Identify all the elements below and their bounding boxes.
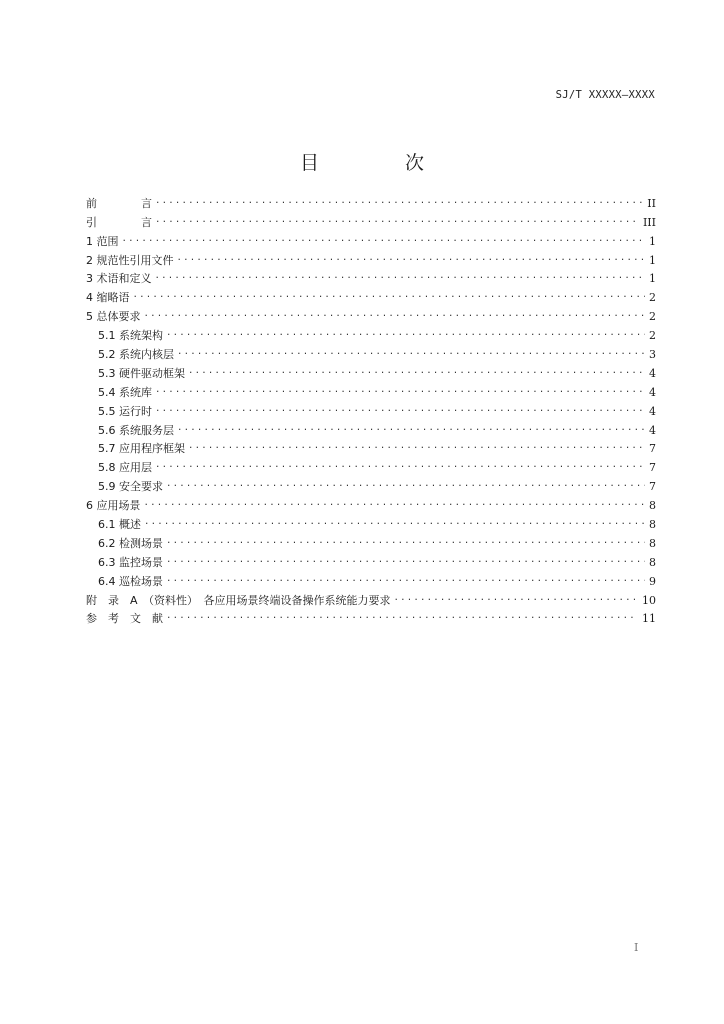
toc-leader-dots: [122, 235, 646, 246]
toc-entry-label: 5.4 系统库: [98, 385, 152, 399]
document-code: SJ/T XXXXX—XXXX: [555, 89, 655, 101]
toc-entry-page: 8: [649, 499, 656, 513]
toc-entry-label: 5.3 硬件驱动框架: [98, 366, 185, 380]
toc-entry[interactable]: [86, 400, 656, 419]
toc-leader-dots: [166, 537, 645, 548]
toc-entry-label: 5.1 系统架构: [98, 329, 163, 343]
toc-leader-dots: [155, 272, 646, 283]
toc-entry[interactable]: [86, 456, 656, 475]
toc-entry-page: 10: [642, 593, 656, 607]
toc-entry-label: 5.8 应用层: [98, 461, 152, 475]
toc-entry[interactable]: [86, 551, 656, 570]
toc-entry-page: 2: [649, 291, 656, 305]
toc-entry-page: 9: [649, 574, 656, 588]
page-title: 目 次: [299, 152, 465, 174]
toc-entry-label: 5.2 系统内核层: [98, 348, 174, 362]
toc-entry-label: 4 缩略语: [86, 291, 130, 305]
toc-entry-label: 5.9 安全要求: [98, 480, 163, 494]
table-of-contents: [86, 192, 656, 626]
toc-entry-page: 8: [649, 536, 656, 550]
toc-entry-page: II: [647, 196, 656, 210]
toc-entry-label: 参 考 文 献: [86, 612, 163, 626]
toc-leader-dots: [144, 310, 646, 321]
toc-leader-dots: [155, 216, 639, 227]
toc-leader-dots: [144, 518, 645, 529]
toc-entry-label: 6.3 监控场景: [98, 555, 163, 569]
toc-entry-label: 5 总体要求: [86, 310, 141, 324]
toc-entry[interactable]: [86, 362, 656, 381]
toc-entry[interactable]: [86, 608, 656, 627]
toc-entry-page: 8: [649, 518, 656, 532]
toc-entry-label: 2 规范性引用文件: [86, 253, 174, 267]
toc-entry-page: 7: [649, 461, 656, 475]
toc-entry[interactable]: [86, 513, 656, 532]
toc-entry-page: 2: [649, 310, 656, 324]
toc-entry[interactable]: [86, 343, 656, 362]
toc-leader-dots: [177, 424, 645, 435]
toc-entry-page: III: [642, 215, 656, 229]
toc-leader-dots: [155, 405, 645, 416]
toc-entry-label: 5.7 应用程序框架: [98, 442, 185, 456]
toc-leader-dots: [133, 291, 646, 302]
toc-leader-dots: [155, 386, 645, 397]
toc-leader-dots: [166, 612, 638, 623]
toc-entry-page: 1: [649, 272, 656, 286]
toc-leader-dots: [177, 254, 646, 265]
toc-leader-dots: [144, 499, 646, 510]
toc-entry-page: 1: [649, 234, 656, 248]
toc-entry-page: 7: [649, 442, 656, 456]
toc-entry-page: 3: [649, 348, 656, 362]
toc-entry[interactable]: [86, 192, 656, 211]
toc-entry[interactable]: [86, 570, 656, 589]
toc-leader-dots: [166, 575, 645, 586]
toc-entry-label: 5.6 系统服务层: [98, 423, 174, 437]
toc-entry[interactable]: [86, 324, 656, 343]
toc-entry-label: 6 应用场景: [86, 499, 141, 513]
toc-entry-page: 4: [649, 366, 656, 380]
toc-entry[interactable]: [86, 494, 656, 513]
toc-entry[interactable]: [86, 211, 656, 230]
toc-leader-dots: [177, 348, 645, 359]
toc-entry-label: 附 录 A （资料性） 各应用场景终端设备操作系统能力要求: [86, 593, 391, 607]
toc-entry[interactable]: [86, 532, 656, 551]
toc-entry[interactable]: [86, 268, 656, 287]
toc-entry-page: 1: [649, 253, 656, 267]
toc-entry[interactable]: [86, 381, 656, 400]
toc-leader-dots: [188, 442, 645, 453]
toc-entry-label: 前 言: [86, 196, 152, 210]
toc-entry-page: 4: [649, 423, 656, 437]
toc-entry[interactable]: [86, 305, 656, 324]
toc-entry-label: 6.2 检测场景: [98, 536, 163, 550]
toc-leader-dots: [166, 480, 645, 491]
toc-entry[interactable]: [86, 589, 656, 608]
toc-leader-dots: [188, 367, 645, 378]
toc-leader-dots: [166, 556, 645, 567]
toc-leader-dots: [394, 594, 638, 605]
toc-entry[interactable]: [86, 230, 656, 249]
toc-entry-page: 4: [649, 385, 656, 399]
toc-entry-page: 4: [649, 404, 656, 418]
toc-entry-page: 8: [649, 555, 656, 569]
toc-entry-label: 3 术语和定义: [86, 272, 152, 286]
toc-entry[interactable]: [86, 475, 656, 494]
toc-leader-dots: [155, 461, 645, 472]
toc-entry[interactable]: [86, 438, 656, 457]
toc-entry[interactable]: [86, 419, 656, 438]
page-number: I: [634, 941, 639, 954]
toc-entry-label: 6.1 概述: [98, 518, 141, 532]
toc-entry-label: 引 言: [86, 215, 152, 229]
toc-leader-dots: [155, 197, 643, 208]
toc-entry-label: 1 范围: [86, 234, 119, 248]
toc-entry-page: 7: [649, 480, 656, 494]
toc-leader-dots: [166, 329, 645, 340]
toc-entry-page: 2: [649, 329, 656, 343]
toc-entry-label: 6.4 巡检场景: [98, 574, 163, 588]
toc-entry-label: 5.5 运行时: [98, 404, 152, 418]
toc-entry[interactable]: [86, 249, 656, 268]
toc-entry-page: 11: [642, 612, 656, 626]
toc-entry[interactable]: [86, 286, 656, 305]
